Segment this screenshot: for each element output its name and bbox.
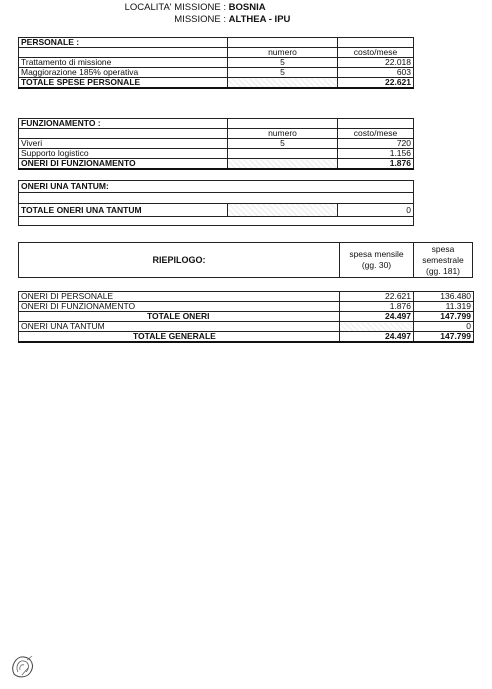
- localita-value: BOSNIA: [228, 2, 266, 13]
- row-semestrale: 11.319: [414, 302, 474, 312]
- totale-oneri-semestrale: 147.799: [414, 312, 474, 322]
- missione-value: ALTHEA - IPU: [228, 14, 291, 25]
- totale-generale-mensile: 24.497: [340, 332, 414, 343]
- row-costo: 720: [338, 139, 414, 149]
- row-numero: [228, 149, 338, 159]
- una-tantum-label: ONERI UNA TANTUM: [19, 322, 340, 332]
- row-label: ONERI DI PERSONALE: [19, 292, 340, 302]
- funzionamento-total-label: ONERI DI FUNZIONAMENTO: [19, 159, 228, 170]
- header-localita: [0, 2, 266, 13]
- funzionamento-col-numero: numero: [228, 129, 338, 139]
- row-costo: 1.156: [338, 149, 414, 159]
- table-row: [19, 302, 474, 312]
- localita-label: LOCALITA' MISSIONE :: [124, 2, 226, 13]
- row-label: Supporto logistico: [19, 149, 228, 159]
- una-tantum-total-label: TOTALE ONERI UNA TANTUM: [19, 204, 228, 217]
- table-row: [19, 58, 414, 68]
- row-numero: 5: [228, 58, 338, 68]
- row-costo: 22.018: [338, 58, 414, 68]
- totale-generale-label: TOTALE GENERALE: [19, 332, 340, 343]
- row-label: Trattamento di missione: [19, 58, 228, 68]
- una-tantum-title: ONERI UNA TANTUM:: [19, 181, 414, 193]
- totale-oneri-mensile: 24.497: [340, 312, 414, 322]
- personale-title: PERSONALE :: [19, 38, 228, 48]
- personale-table: [18, 37, 414, 89]
- row-costo: 603: [338, 68, 414, 78]
- row-label: Viveri: [19, 139, 228, 149]
- funzionamento-total-value: 1.876: [338, 159, 414, 170]
- row-mensile: 1.876: [340, 302, 414, 312]
- totale-oneri-label: TOTALE ONERI: [19, 312, 340, 322]
- riepilogo-col-mensile: spesa mensile (gg. 30): [340, 243, 414, 278]
- table-row: [19, 292, 474, 302]
- una-tantum-table: [18, 180, 414, 226]
- personale-total-value: 22.621: [338, 78, 414, 89]
- row-label: ONERI DI FUNZIONAMENTO: [19, 302, 340, 312]
- table-row: [19, 149, 414, 159]
- row-numero: 5: [228, 68, 338, 78]
- row-semestrale: 136.480: [414, 292, 474, 302]
- row-numero: 5: [228, 139, 338, 149]
- missione-label: MISSIONE :: [174, 14, 226, 25]
- riepilogo-head: [18, 242, 414, 278]
- personale-col-costo: costo/mese: [338, 48, 414, 58]
- table-row: [19, 68, 414, 78]
- row-label: Maggiorazione 185% operativa: [19, 68, 228, 78]
- riepilogo-title: RIEPILOGO:: [19, 243, 340, 278]
- riepilogo-head-semestrale: [413, 242, 473, 278]
- header-missione: [0, 14, 290, 25]
- personale-col-numero: numero: [228, 48, 338, 58]
- stamp-mark-icon: [8, 652, 38, 680]
- personale-total-label: TOTALE SPESE PERSONALE: [19, 78, 228, 89]
- una-tantum-total-value: 0: [338, 204, 414, 217]
- totale-generale-semestrale: 147.799: [414, 332, 474, 343]
- row-mensile: 22.621: [340, 292, 414, 302]
- funzionamento-table: [18, 118, 414, 170]
- table-row: [19, 139, 414, 149]
- una-tantum-semestrale: 0: [414, 322, 474, 332]
- riepilogo-col-semestrale: spesa semestrale (gg. 181): [414, 243, 473, 278]
- riepilogo-body: [18, 291, 474, 343]
- funzionamento-title: FUNZIONAMENTO :: [19, 119, 228, 129]
- funzionamento-col-costo: costo/mese: [338, 129, 414, 139]
